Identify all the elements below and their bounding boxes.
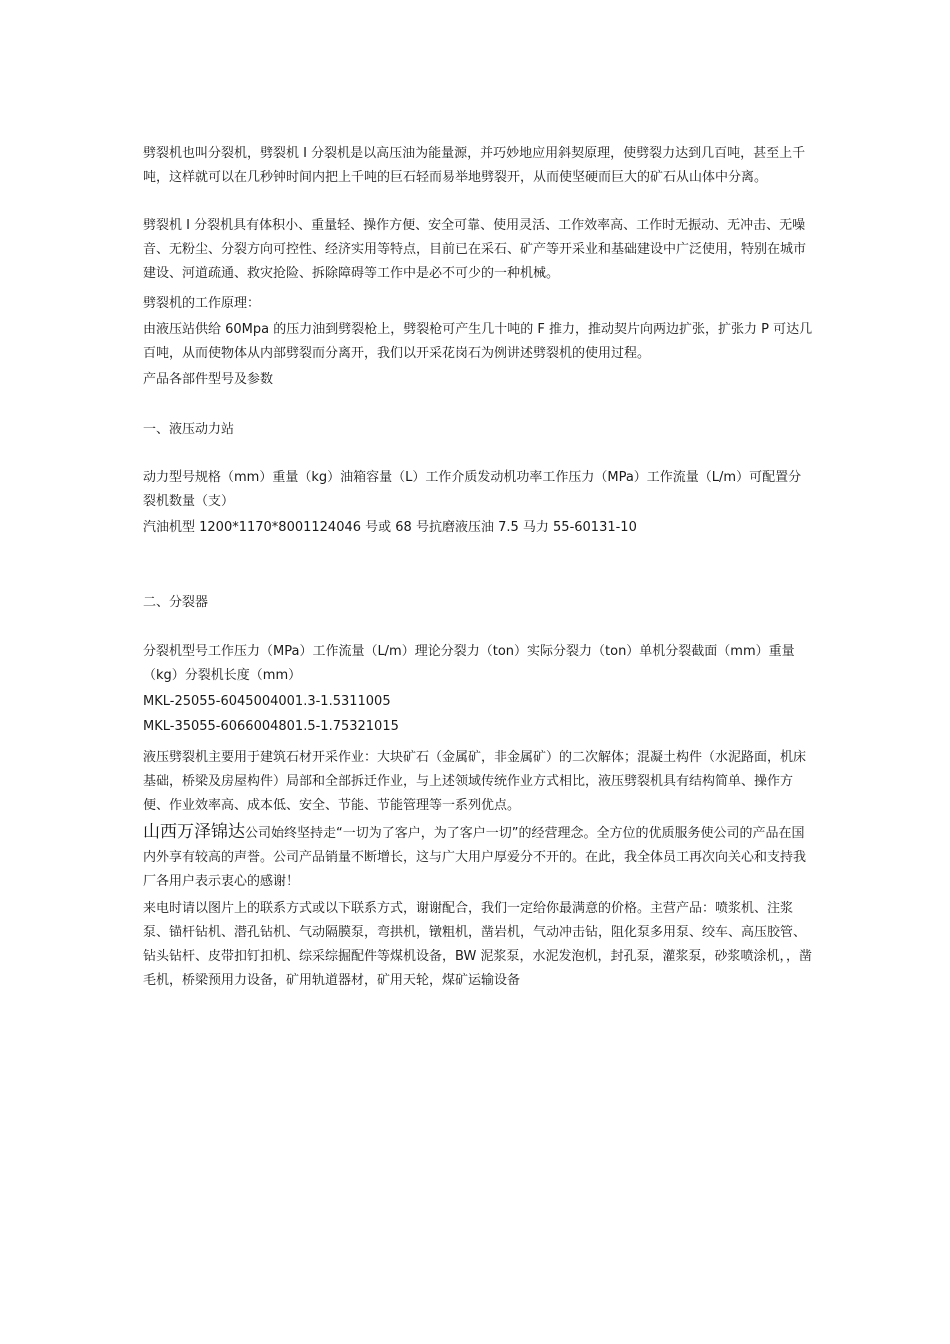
principle-title: 劈裂机的工作原理： — [143, 296, 261, 311]
features-paragraph: 劈裂机 I 分裂机具有体积小、重量轻、操作方便、安全可靠、使用灵活、工作效率高、工作时无振动、无冲击、无噪音、无粉尘、分裂方向可控性、经济实用等特点，目前已在采石、矿产等开采业和基础建设中广泛使用，特别在城市建设、河道疏通、救灾抢险、拆除障碍等工作中是必不可少的一种机械。 — [143, 218, 807, 281]
principle-paragraph: 由液压站供给 60Mpa 的压力油到劈裂枪上，劈裂枪可产生几十吨的 F 推力，推动契片向两边扩张，扩张力 P 可达几百吨，从而使物体从内部劈裂而分离开，我们以开采花岗石为例讲述劈裂机的使用过程。 — [143, 322, 813, 361]
company-text: 公司始终坚持走“一切为了客户，为了客户一切”的经营理念。全方位的优质服务使公司的产品在国内外享有较高的声誉。公司产品销量不断增长，这与广大用户厚爱分不开的。在此，我全体员工再次向关心和支持我厂各用户表示衷心的感谢！ — [143, 826, 807, 889]
section1-table-header: 动力型号规格（mm）重量（kg）油箱容量（L）工作介质发动机功率工作压力（MPa）工作流量（L/m）可配置分裂机数量（支） — [143, 470, 802, 509]
company-name: 山西万泽锦达 — [143, 822, 245, 842]
params-title: 产品各部件型号及参数 — [143, 372, 274, 387]
section2-table-row-1: MKL-25055-6045004001.3-1.5311005 — [143, 694, 391, 709]
section1-table-row: 汽油机型 1200*1170*8001124046 号或 68 号抗磨液压油 7.5 马力 55-60131-10 — [143, 520, 637, 535]
section2-table-row-2: MKL-35055-6066004801.5-1.75321015 — [143, 719, 399, 734]
section1-title: 一、液压动力站 — [143, 422, 235, 437]
contact-paragraph: 来电时请以图片上的联系方式或以下联系方式，谢谢配合，我们一定给你最满意的价格。主营产品：喷浆机、注浆泵、锚杆钻机、潜孔钻机、气动隔膜泵，弯拱机，镦粗机，凿岩机，气动冲击钻，阻化泵多用泵、绞车、高压胶管、钻头钻杆、皮带扣钉扣机、综采综掘配件等煤机设备，BW 泥浆泵，水泥发泡机，封孔泵，灌浆泵，砂浆喷涂机，，凿毛机，桥梁预用力设备，矿用轨道器材，矿用天轮，煤矿运输设备 — [143, 901, 812, 988]
intro-paragraph: 劈裂机也叫分裂机，劈裂机 I 分裂机是以高压油为能量源，并巧妙地应用斜契原理，使劈裂力达到几百吨，甚至上千吨，这样就可以在几秒钟时间内把上千吨的巨石轻而易举地劈裂开，从而使坚硬而巨大的矿石从山体中分离。 — [143, 146, 806, 185]
usage-paragraph: 液压劈裂机主要用于建筑石材开采作业：大块矿石（金属矿，非金属矿）的二次解体；混凝土构件（水泥路面，机床基础，桥梁及房屋构件）局部和全部拆迁作业，与上述领域传统作业方式相比，液压劈裂机具有结构简单、操作方便、作业效率高、成本低、安全、节能、节能管理等一系列优点。 — [143, 750, 807, 813]
section2-title: 二、分裂器 — [143, 595, 209, 610]
section2-table-header: 分裂机型号工作压力（MPa）工作流量（L/m）理论分裂力（ton）实际分裂力（ton）单机分裂截面（mm）重量（kg）分裂机长度（mm） — [143, 644, 795, 683]
company-paragraph — [143, 820, 813, 894]
